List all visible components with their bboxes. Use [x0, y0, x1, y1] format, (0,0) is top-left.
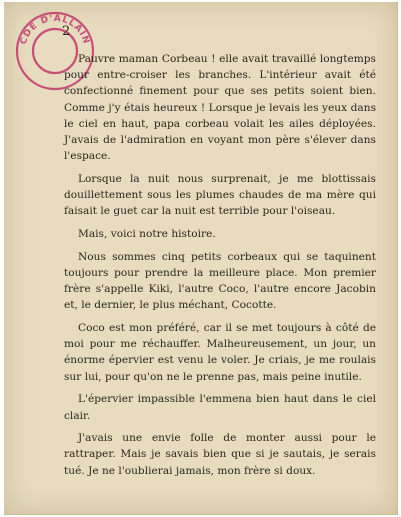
paragraph: J'avais une envie folle de monter aussi pour le rattraper. Mais je savais bien que si je sautais, je serais tué. Je ne l'oublierai jamais, mon frère si doux. [64, 432, 376, 477]
book-page [4, 2, 398, 515]
paragraph: Pauvre maman Corbeau ! elle avait travaillé longtemps pour entre-croiser les branches. L'intérieur avait été confectionné finement pour que ses petits soient bien. Comme j'y étais heureux ! Lorsque je levais les yeux dans le ciel en haut, papa corbeau volait les ailes déployées. J'avais de l'admiration en voyant mon père s'élever dans l'espace. [64, 53, 376, 163]
paragraph: Mais, voici notre histoire. [78, 228, 216, 241]
paragraph: L'épervier impassible l'emmena bien haut dans le ciel clair. [64, 393, 376, 422]
stamp-text: CDE D'ALLAIN [18, 13, 92, 46]
paragraph: Lorsque la nuit nous surprenait, je me blottissais douillettement sous les plumes chaudes de ma mère qui faisait le guet car la nuit est terrible pour l'oiseau. [64, 172, 376, 218]
page-text [64, 51, 376, 485]
page-number: 2 [62, 24, 71, 39]
paragraph: Nous sommes cinq petits corbeaux qui se taquinent toujours pour prendre la meilleure place. Mon premier frère s'appelle Kiki, l'autre Coco, l'autre encore Jacobin et, le dernier, le plus méchant, Cocotte. [64, 250, 376, 312]
paragraph: Coco est mon préféré, car il se met toujours à côté de moi pour me réchauffer. Malheureusement, un jour, un énorme épervier est venu le voler. Je criais, je me roulais sur lui, pour qu'on ne le prenne pas, mais peine inutile. [64, 322, 376, 383]
